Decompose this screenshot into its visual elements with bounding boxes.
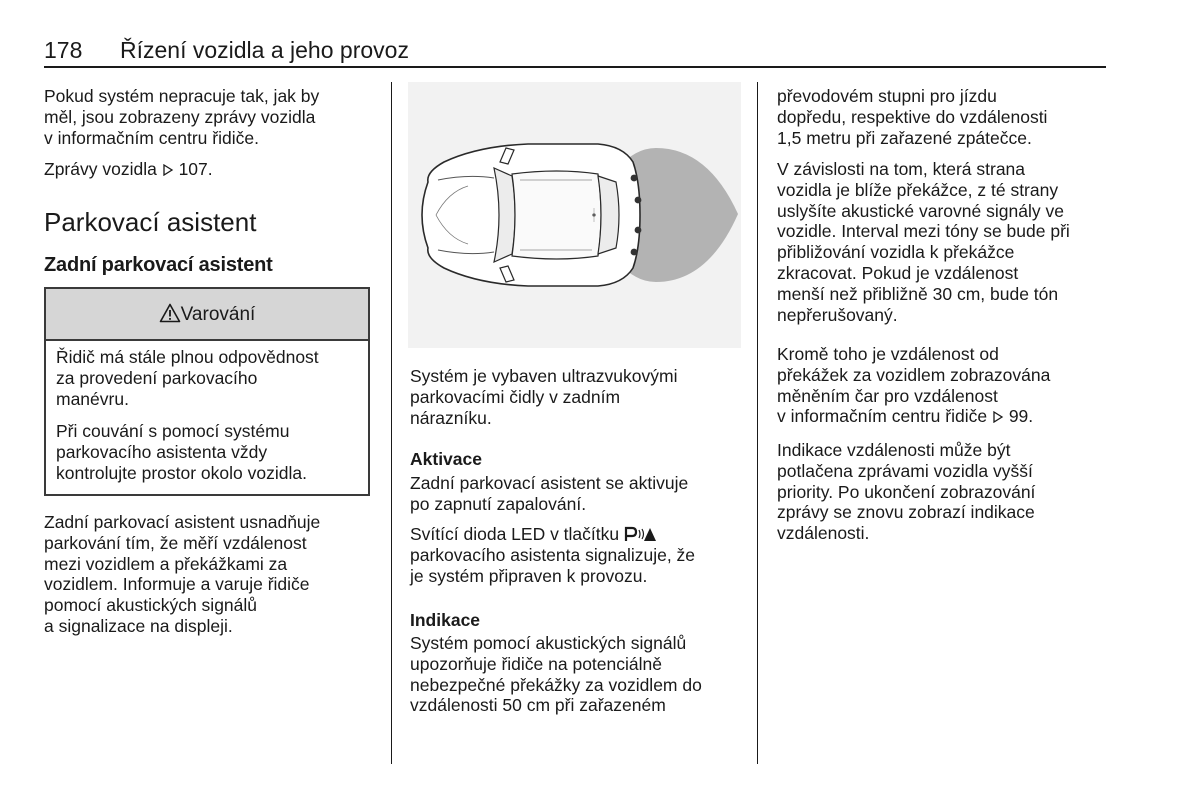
col3-paragraph-4: Indikace vzdálenosti může být potlačena zprávami vozidla vyšší priority. Po ukončení zobrazování zprávy se znovu zobrazí indikace vzdálenosti. <box>777 440 1036 544</box>
col3-paragraph-2: V závislosti na tom, která strana vozidla je blíže překážce, z té strany uslyšíte akustické varovné signály ve vozidle. Interval mezi tóny se bude při přibližování vozidla k překážce zkracovat. Pokud je vzdálenost menší než přibližně 30 cm, bude tón nepřerušovaný. <box>777 159 1070 325</box>
car-top-view-image <box>408 82 741 348</box>
activation-heading: Aktivace <box>410 449 482 469</box>
subsection-title: Zadní parkovací asistent <box>44 254 273 276</box>
reference-arrow-icon <box>162 164 174 176</box>
column-divider-2 <box>757 82 758 764</box>
indication-paragraph: Systém pomocí akustických signálů upozorňuje řidiče na potenciálně nebezpečné překážky za vozidlem do vzdálenosti 50 cm při zařazeném <box>410 633 702 716</box>
warning-paragraph-1: Řidič má stále plnou odpovědnost za provedení parkovacího manévru. <box>56 347 319 409</box>
column-divider-1 <box>391 82 392 764</box>
warning-header <box>46 289 368 341</box>
warning-paragraph-2: Při couvání s pomocí systému parkovacího asistenta vždy kontrolujte prostor okolo vozidla. <box>56 421 307 483</box>
parking-sensor-illustration <box>408 82 741 348</box>
section-title: Parkovací asistent <box>44 207 257 237</box>
cross-reference-99[interactable]: v informačním centru řidiče 99. <box>777 406 1034 427</box>
parking-assist-button-icon <box>624 526 658 542</box>
indication-heading: Indikace <box>410 610 481 630</box>
reference-arrow-icon <box>992 411 1004 423</box>
cross-reference[interactable]: Zprávy vozidla 107. <box>44 159 213 179</box>
col3-paragraph-3: Kromě toho je vzdálenost od překážek za vozidlem zobrazována měněním čar pro vzdálenost v informačním centru řidiče 99. <box>777 344 1051 427</box>
page-number: 178 <box>44 37 83 63</box>
warning-box <box>44 287 370 496</box>
chapter-title: Řízení vozidla a jeho provoz <box>120 37 409 63</box>
activation-paragraph-1: Zadní parkovací asistent se aktivuje po zapnutí zapalování. <box>410 473 689 514</box>
warning-triangle-icon <box>159 303 181 323</box>
intro-paragraph: Pokud systém nepracuje tak, jak by měl, jsou zobrazeny zprávy vozidla v informačním centru řidiče. <box>44 86 320 148</box>
warning-title: Varování <box>180 304 256 325</box>
col3-paragraph-1: převodovém stupni pro jízdu dopředu, respektive do vzdálenosti 1,5 metru při zařazené zpátečce. <box>777 86 1048 148</box>
header-rule <box>44 66 1106 68</box>
figure-caption: Systém je vybaven ultrazvukovými parkovacími čidly v zadním nárazníku. <box>410 366 678 428</box>
activation-paragraph-2: Svítící dioda LED v tlačítku parkovacího asistenta signalizuje, že je systém připraven k provozu. <box>410 524 696 586</box>
body-paragraph: Zadní parkovací asistent usnadňuje parkování tím, že měří vzdálenost mezi vozidlem a překážkami za vozidlem. Informuje a varuje řidiče pomocí akustických signálů a signalizace na displeji. <box>44 512 321 636</box>
